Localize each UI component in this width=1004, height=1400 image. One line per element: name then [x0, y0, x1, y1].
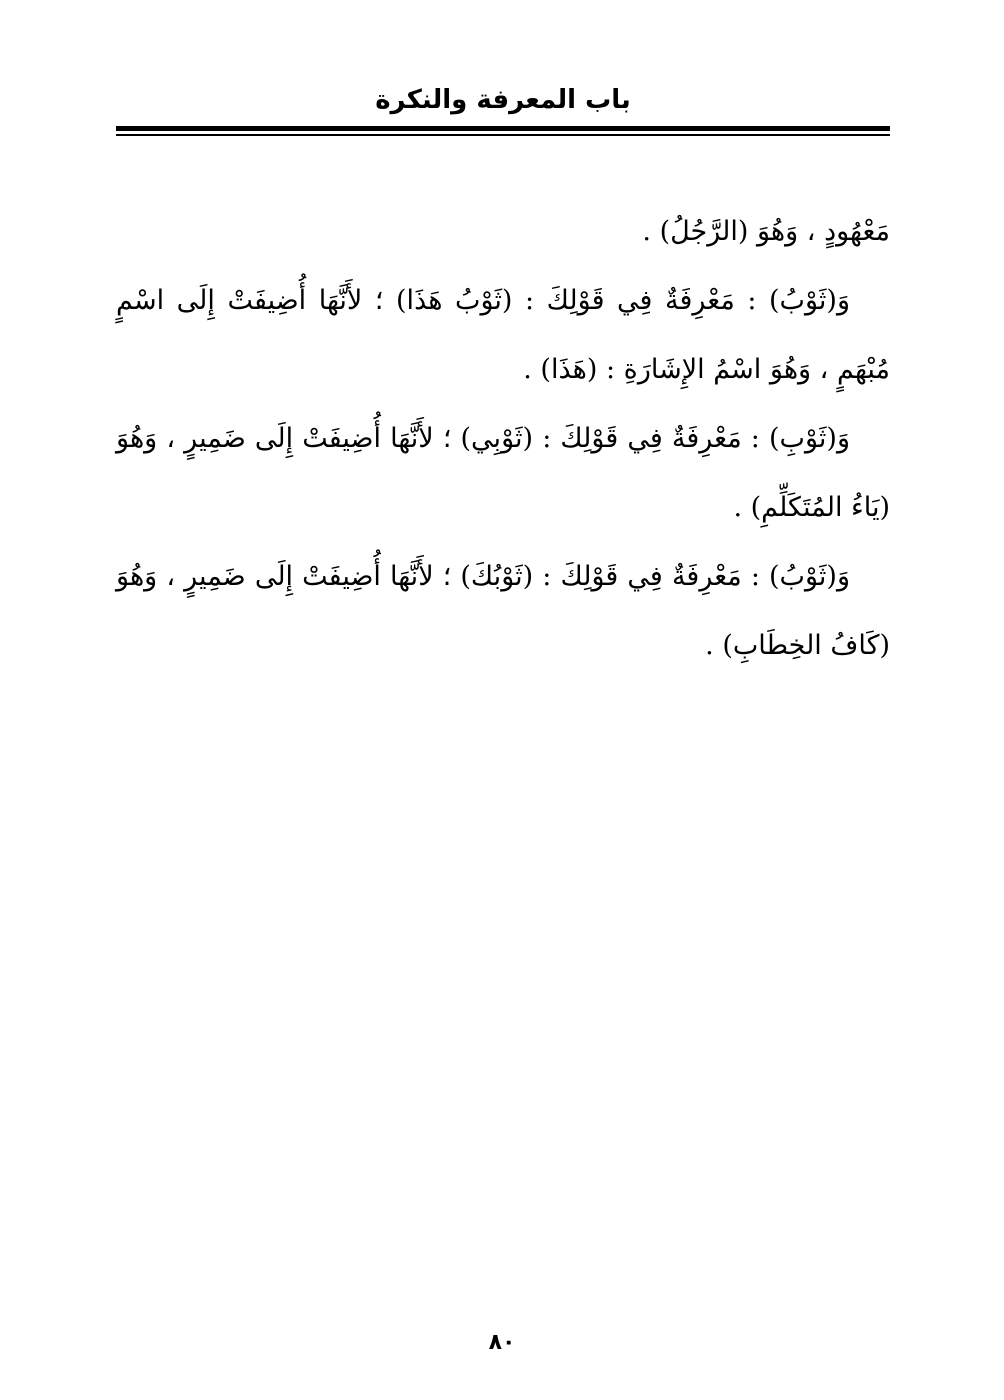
paragraph-thawbu-hadha: وَ(ثَوْبُ) : مَعْرِفَةٌ فِي قَوْلِكَ : (ثَوْبُ هَذَا) ؛ لأَنَّهَا أُضِيفَتْ إِلَى اسْمٍ مُبْهَمٍ ، وَهُوَ اسْمُ الإِشَارَةِ : (هَذَا) . — [116, 285, 890, 385]
paragraph-thawbi: وَ(ثَوْبِ) : مَعْرِفَةٌ فِي قَوْلِكَ : (ثَوْبِي) ؛ لأَنَّهَا أُضِيفَتْ إِلَى ضَمِيرٍ ، وَهُوَ (يَاءُ المُتَكَلِّمِ) . — [116, 423, 890, 523]
paragraph-continuation: مَعْهُودٍ ، وَهُوَ (الرَّجُلُ) . — [642, 216, 890, 247]
page-number: ٨٠ — [488, 1330, 516, 1355]
header-rule-thin — [116, 134, 890, 136]
running-header-title: باب المعرفة والنكرة — [375, 85, 631, 115]
header-rule-thick — [116, 126, 890, 131]
paragraph-thawbuka: وَ(ثَوْبُ) : مَعْرِفَةٌ فِي قَوْلِكَ : (ثَوْبُكَ) ؛ لأَنَّهَا أُضِيفَتْ إِلَى ضَمِيرٍ ، وَهُوَ (كَافُ الخِطَابِ) . — [116, 561, 890, 661]
body-text — [116, 197, 890, 680]
